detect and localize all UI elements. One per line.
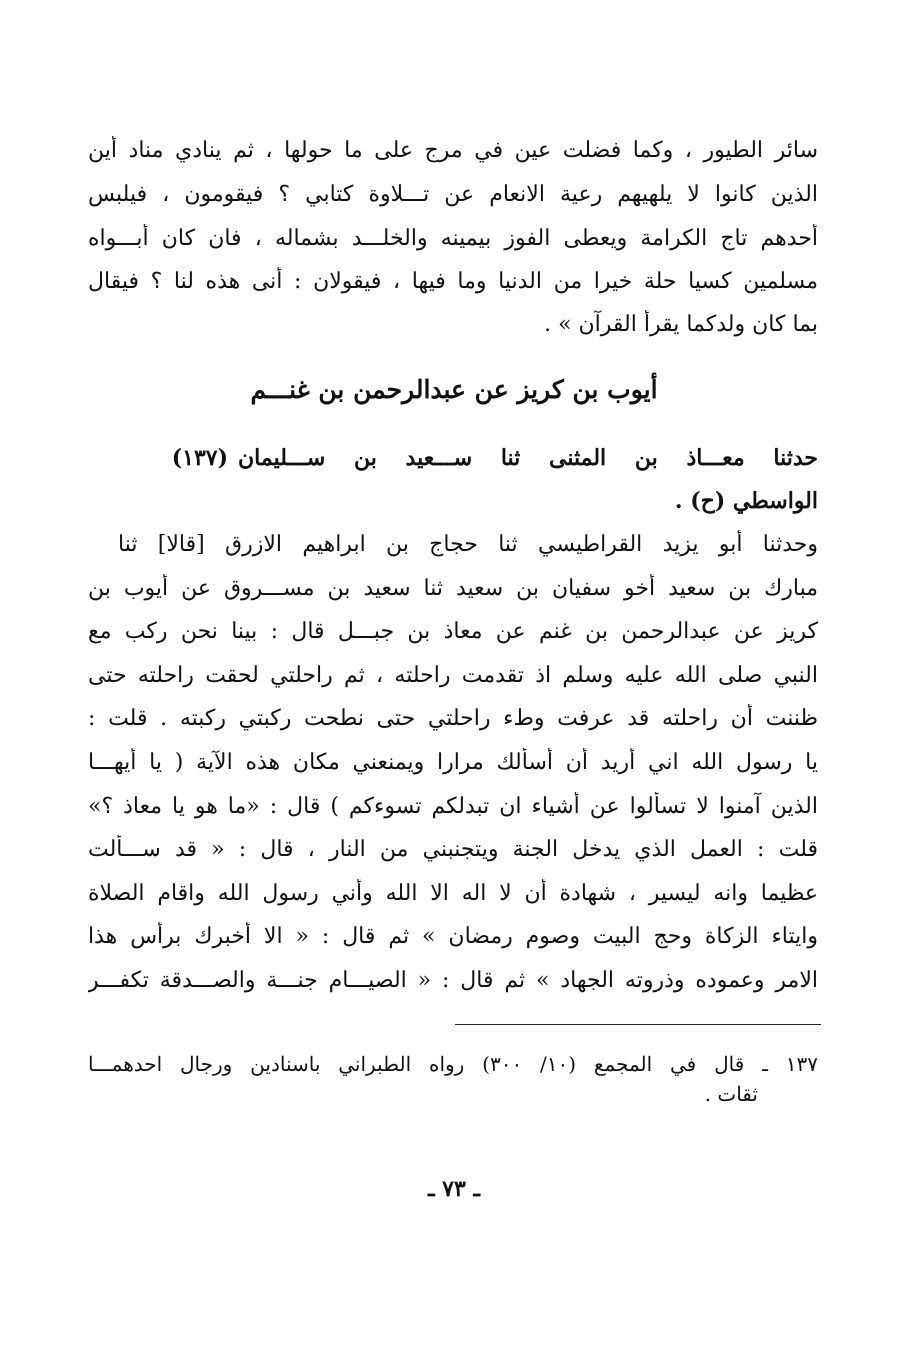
text-line: وايتاء الزكاة وحج البيت وصوم رمضان » ثم قال : « الا أخبرك برأس هذا xyxy=(88,924,818,949)
text-line: أحدهم تاج الكرامة ويعطى الفوز بيمينه والخلـــد بشماله ، فان كان أبـــواه xyxy=(88,226,818,251)
text-line: وحدثنا أبو يزيد القراطيسي ثنا حجاج بن ابراهيم الازرق [قالا] ثنا xyxy=(118,532,818,557)
text-line: قلت : العمل الذي يدخل الجنة ويتجنبني من النار ، قال : « قد ســـألت xyxy=(88,837,818,862)
text-line: كريز عن عبدالرحمن بن غنم عن معاذ بن جبـــل قال : بينا نحن ركب مع xyxy=(88,619,818,644)
page-number: ـ ٧٣ ـ xyxy=(428,1176,480,1202)
hadith-chain-text: حدثنا معـــاذ بن المثنى ثنا ســـعيد بن ســـليمان xyxy=(238,445,818,471)
text-line: عظيما وانه ليسير ، شهادة أن لا اله الا الله وأني رسول الله واقام الصلاة xyxy=(88,881,818,906)
footnote-line: ثقات . xyxy=(704,1082,758,1106)
text-line: الذين آمنوا لا تسألوا عن أشياء ان تبدلكم تسوءكم ) قال : «ما هو يا معاذ ؟» xyxy=(88,794,818,819)
hadith-chain-line xyxy=(238,443,818,473)
section-heading: أيوب بن كريز عن عبدالرحمن بن غنـــم xyxy=(250,375,658,404)
text-line: ظننت أن راحلته قد عرفت وطء راحلتي حتى نطحت ركبتي ركبته . قلت : xyxy=(88,706,818,731)
text-line: بما كان ولدكما يقرأ القرآن » . xyxy=(544,312,818,337)
text-line: مسلمين كسيا حلة خيرا من الدنيا وما فيها ، فيقولان : أنى هذه لنا ؟ فيقال xyxy=(88,269,818,294)
text-line: الامر وعموده وذروته الجهاد » ثم قال : « الصيـــام جنـــة والصـــدقة تكفـــر xyxy=(88,968,818,993)
text-line: يا رسول الله اني أريد أن أسألك مرارا ويمنعني مكان هذه الآية ( يا أيهـــا xyxy=(88,750,818,775)
footnote-separator xyxy=(455,1024,821,1025)
text-line: الذين كانوا لا يلهيهم رعية الانعام عن تـــلاوة كتابي ؟ فيقومون ، فيلبس xyxy=(88,182,818,207)
text-line: مبارك بن سعيد أخو سفيان بن سعيد ثنا سعيد بن مســـروق عن أيوب بن xyxy=(88,576,818,601)
hadith-chain-line: الواسطي (ح) . xyxy=(674,488,818,514)
hadith-number: (١٣٧) xyxy=(171,445,228,471)
text-line: النبي صلى الله عليه وسلم اذ تقدمت راحلته ، ثم راحلتي لحقت راحلته حتى xyxy=(88,663,818,688)
footnote-line: ١٣٧ ـ قال في المجمع (١٠/ ٣٠٠) رواه الطبراني باسنادين ورجال احدهمـــا xyxy=(88,1052,818,1076)
text-line: سائر الطيور ، وكما فضلت عين في مرج على ما حولها ، ثم ينادي مناد أين xyxy=(88,138,818,163)
